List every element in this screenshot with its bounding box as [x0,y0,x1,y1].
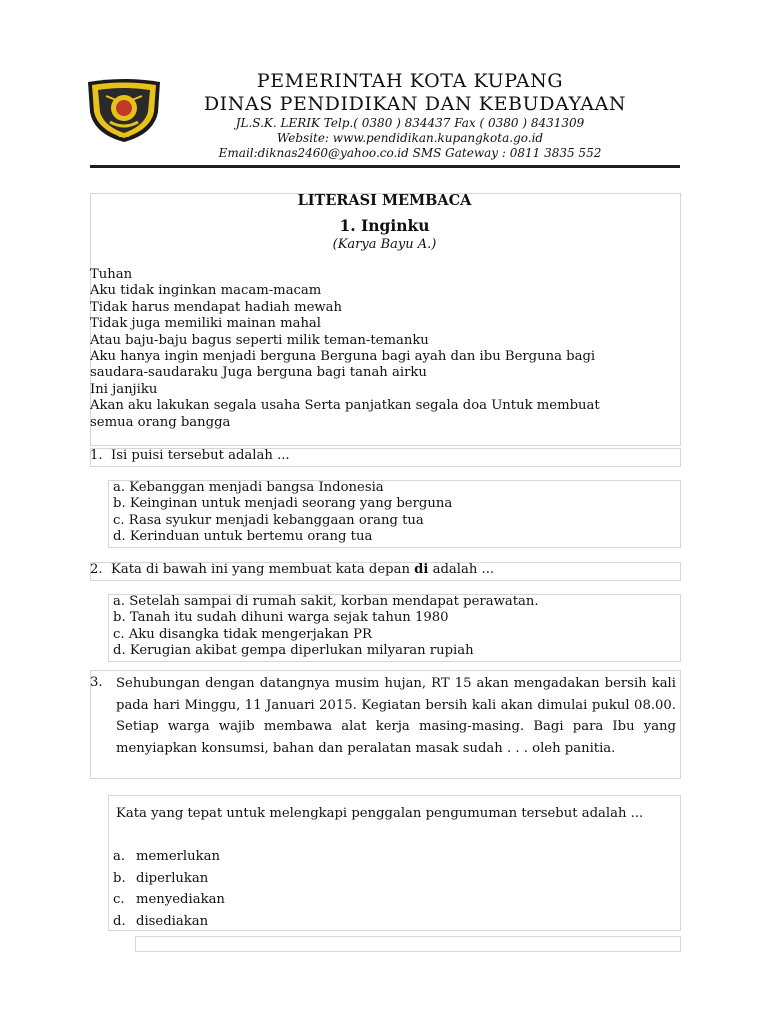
option-c[interactable]: c. Aku disangka tidak mengerjakan PR [113,626,372,642]
question-1-options [113,480,452,545]
poem-line: semua orang bangga [90,414,231,430]
option-b[interactable] [113,868,225,890]
letterhead-divider [90,165,680,168]
poem-line: Aku tidak inginkan macam-macam [90,283,322,299]
option-letter: c. [113,892,125,908]
letterhead-website: Website: www.pendidikan.kupangkota.go.id [276,131,544,145]
question-3-stem: Kata yang tepat untuk melengkapi penggalan pengumuman tersebut adalah ... [116,806,644,821]
option-text: disediakan [136,914,209,930]
option-text: memerlukan [136,849,220,864]
option-a[interactable]: a. Setelah sampai di rumah sakit, korban mendapat perawatan. [113,594,539,609]
option-text: menyediakan [136,892,225,908]
poem-line: Atau baju-baju bagus seperti milik teman-temanku [90,332,429,348]
question-2 [90,562,494,577]
poem-line: Tidak harus mendapat hadiah mewah [90,299,343,315]
question-1-number: 1. [90,448,103,463]
section-title: LITERASI MEMBACA [297,192,472,209]
poem-author: (Karya Bayu A.) [332,237,437,252]
letterhead-line1: PEMERINTAH KOTA KUPANG [256,70,564,92]
poem-line: Tuhan [90,267,133,282]
option-letter: d. [113,914,126,930]
poem-body [90,267,680,431]
option-a[interactable] [113,846,225,868]
empty-answer-box [135,936,681,952]
question-2-options [113,594,539,659]
poem-line: Akan aku lakukan segala usaha Serta panjatkan segala doa Untuk membuat [90,398,600,414]
option-b[interactable]: b. Tanah itu sudah dihuni warga sejak tahun 1980 [113,610,449,626]
option-letter: a. [113,849,126,864]
option-c[interactable] [113,889,225,911]
poem-line: saudara-saudaraku Juga berguna bagi tanah airku [90,365,427,381]
option-d[interactable] [113,911,225,933]
question-3-options [113,846,225,933]
option-d[interactable]: d. Kerinduan untuk bertemu orang tua [113,528,373,544]
city-emblem-logo [86,78,162,144]
option-b[interactable]: b. Keinginan untuk menjadi seorang yang berguna [113,496,453,512]
option-text: diperlukan [136,870,209,886]
option-a[interactable]: a. Kebanggan menjadi bangsa Indonesia [113,480,384,495]
poem-line: Ini janjiku [90,381,158,397]
question-1-text: Isi puisi tersebut adalah ... [110,448,290,463]
option-letter: b. [113,870,126,886]
poem-line: Aku hanya ingin menjadi berguna Berguna bagi ayah dan ibu Berguna bagi [90,349,596,365]
question-2-text-after: adalah ... [428,562,495,577]
question-2-text-before: Kata di bawah ini yang membuat kata depan [110,562,415,577]
question-2-number: 2. [90,562,103,577]
letterhead-address: JL.S.K. LERIK Telp.( 0380 ) 834437 Fax ( 0380 ) 8431309 [235,116,585,130]
question-3-number: 3. [90,675,103,690]
letterhead-email: Email:diknas2460@yahoo.co.id SMS Gateway : 0811 3835 552 [218,146,602,160]
question-1 [90,448,290,463]
option-c[interactable]: c. Rasa syukur menjadi kebanggaan orang tua [113,512,424,528]
letterhead-line2: DINAS PENDIDIKAN DAN KEBUDAYAAN [203,93,627,115]
question-2-bold-word: di [414,562,429,577]
option-d[interactable]: d. Kerugian akibat gempa diperlukan milyaran rupiah [113,642,474,658]
poem-title: 1. Inginku [339,216,430,235]
poem-line: Tidak juga memiliki mainan mahal [90,316,322,332]
question-3-passage: Sehubungan dengan datangnya musim hujan, RT 15 akan mengadakan bersih kali pada hari Minggu, 11 Januari 2015. Kegiatan bersih kali akan dimulai pukul 08.00. Setiap warga wajib membawa alat kerja masing-masing. Bagi para Ibu yang menyiapkan konsumsi, bahan dan peralatan masak sudah . . . oleh panitia. [116,676,676,756]
